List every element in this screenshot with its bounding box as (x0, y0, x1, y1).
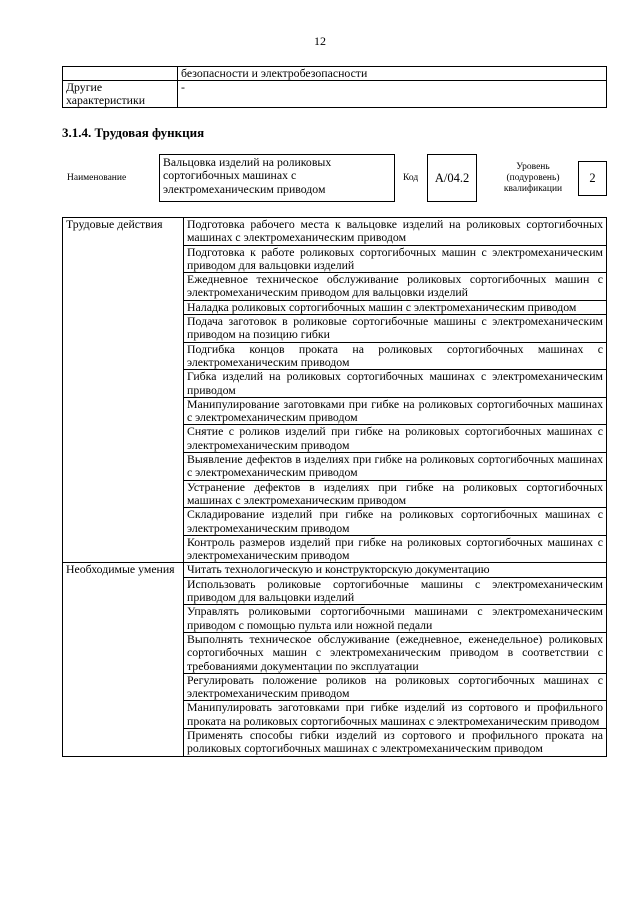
list-item: Подготовка рабочего места к вальцовке изделий на роликовых сортогибочных машинах с электромеханическим приводом (184, 218, 607, 246)
row-value: - (178, 81, 607, 108)
table-row (63, 67, 607, 81)
list-item: Ежедневное техническое обслуживание роликовых сортогибочных машин с электромеханическим приводом для вальцовки изделий (184, 273, 607, 301)
list-item: Складирование изделий при гибке на роликовых сортогибочных машинах с электромеханическим приводом (184, 508, 607, 536)
list-item: Устранение дефектов в изделиях при гибке на роликовых сортогибочных машинах с электромеханическим приводом (184, 480, 607, 508)
group-title: Необходимые умения (63, 563, 184, 756)
list-item: Выполнять техническое обслуживание (ежедневное, еженедельное) роликовых сортогибочных машин с электромеханическим приводом в соответствии с требованиями документации по эксплуатации (184, 632, 607, 673)
list-item: Снятие с роликов изделий при гибке на роликовых сортогибочных машинах с электромеханическим приводом (184, 425, 607, 453)
code-label: Код (403, 173, 419, 183)
list-item: Подгибка концов проката на роликовых сортогибочных машинах с электромеханическим приводом (184, 342, 607, 370)
group-title: Трудовые действия (63, 218, 184, 563)
function-table (62, 217, 607, 757)
name-label: Наименование (67, 173, 127, 183)
list-item: Выявление дефектов в изделиях при гибке на роликовых сортогибочных машинах с электромеханическим приводом (184, 453, 607, 481)
level-label: Уровень (подуровень) квалификации (503, 162, 563, 194)
function-name: Вальцовка изделий на роликовых сортогибочных машинах с электромеханическим приводом (159, 154, 395, 202)
list-item: Манипулировать заготовками при гибке изделий из сортового и профильного проката на роликовых сортогибочных машинах с электромеханическим приводом (184, 701, 607, 729)
function-code: А/04.2 (427, 154, 477, 202)
continuation-table (62, 66, 607, 108)
level-value: 2 (578, 161, 607, 196)
row-label (63, 67, 178, 81)
list-item: Регулировать положение роликов на роликовых сортогибочных машинах с электромеханическим приводом (184, 673, 607, 701)
function-header (62, 154, 607, 202)
table-row (63, 218, 607, 246)
list-item: Подача заготовок в роликовые сортогибочные машины с электромеханическим приводом на позицию гибки (184, 315, 607, 343)
table-row (63, 81, 607, 108)
list-item: Управлять роликовыми сортогибочными машинами с электромеханическим приводом с помощью пульта или ножной педали (184, 605, 607, 633)
list-item: Контроль размеров изделий при гибке на роликовых сортогибочных машинах с электромеханическим приводом (184, 535, 607, 563)
row-value: безопасности и электробезопасности (178, 67, 607, 81)
section-title: 3.1.4. Трудовая функция (62, 125, 205, 140)
list-item: Гибка изделий на роликовых сортогибочных машинах с электромеханическим приводом (184, 370, 607, 398)
list-item: Использовать роликовые сортогибочные машины с электромеханическим приводом для вальцовки изделий (184, 577, 607, 605)
page-number: 12 (314, 34, 326, 48)
list-item: Применять способы гибки изделий из сортового и профильного проката на роликовых сортогибочных машинах с электромеханическим приводом (184, 728, 607, 756)
list-item: Подготовка к работе роликовых сортогибочных машин с электромеханическим приводом для вальцовки изделий (184, 245, 607, 273)
list-item: Читать технологическую и конструкторскую документацию (184, 563, 607, 577)
list-item: Манипулирование заготовками при гибке на роликовых сортогибочных машинах с электромеханическим приводом (184, 397, 607, 425)
table-row (63, 563, 607, 577)
row-label: Другие характеристики (63, 81, 178, 108)
list-item: Наладка роликовых сортогибочных машин с электромеханическим приводом (184, 300, 607, 314)
